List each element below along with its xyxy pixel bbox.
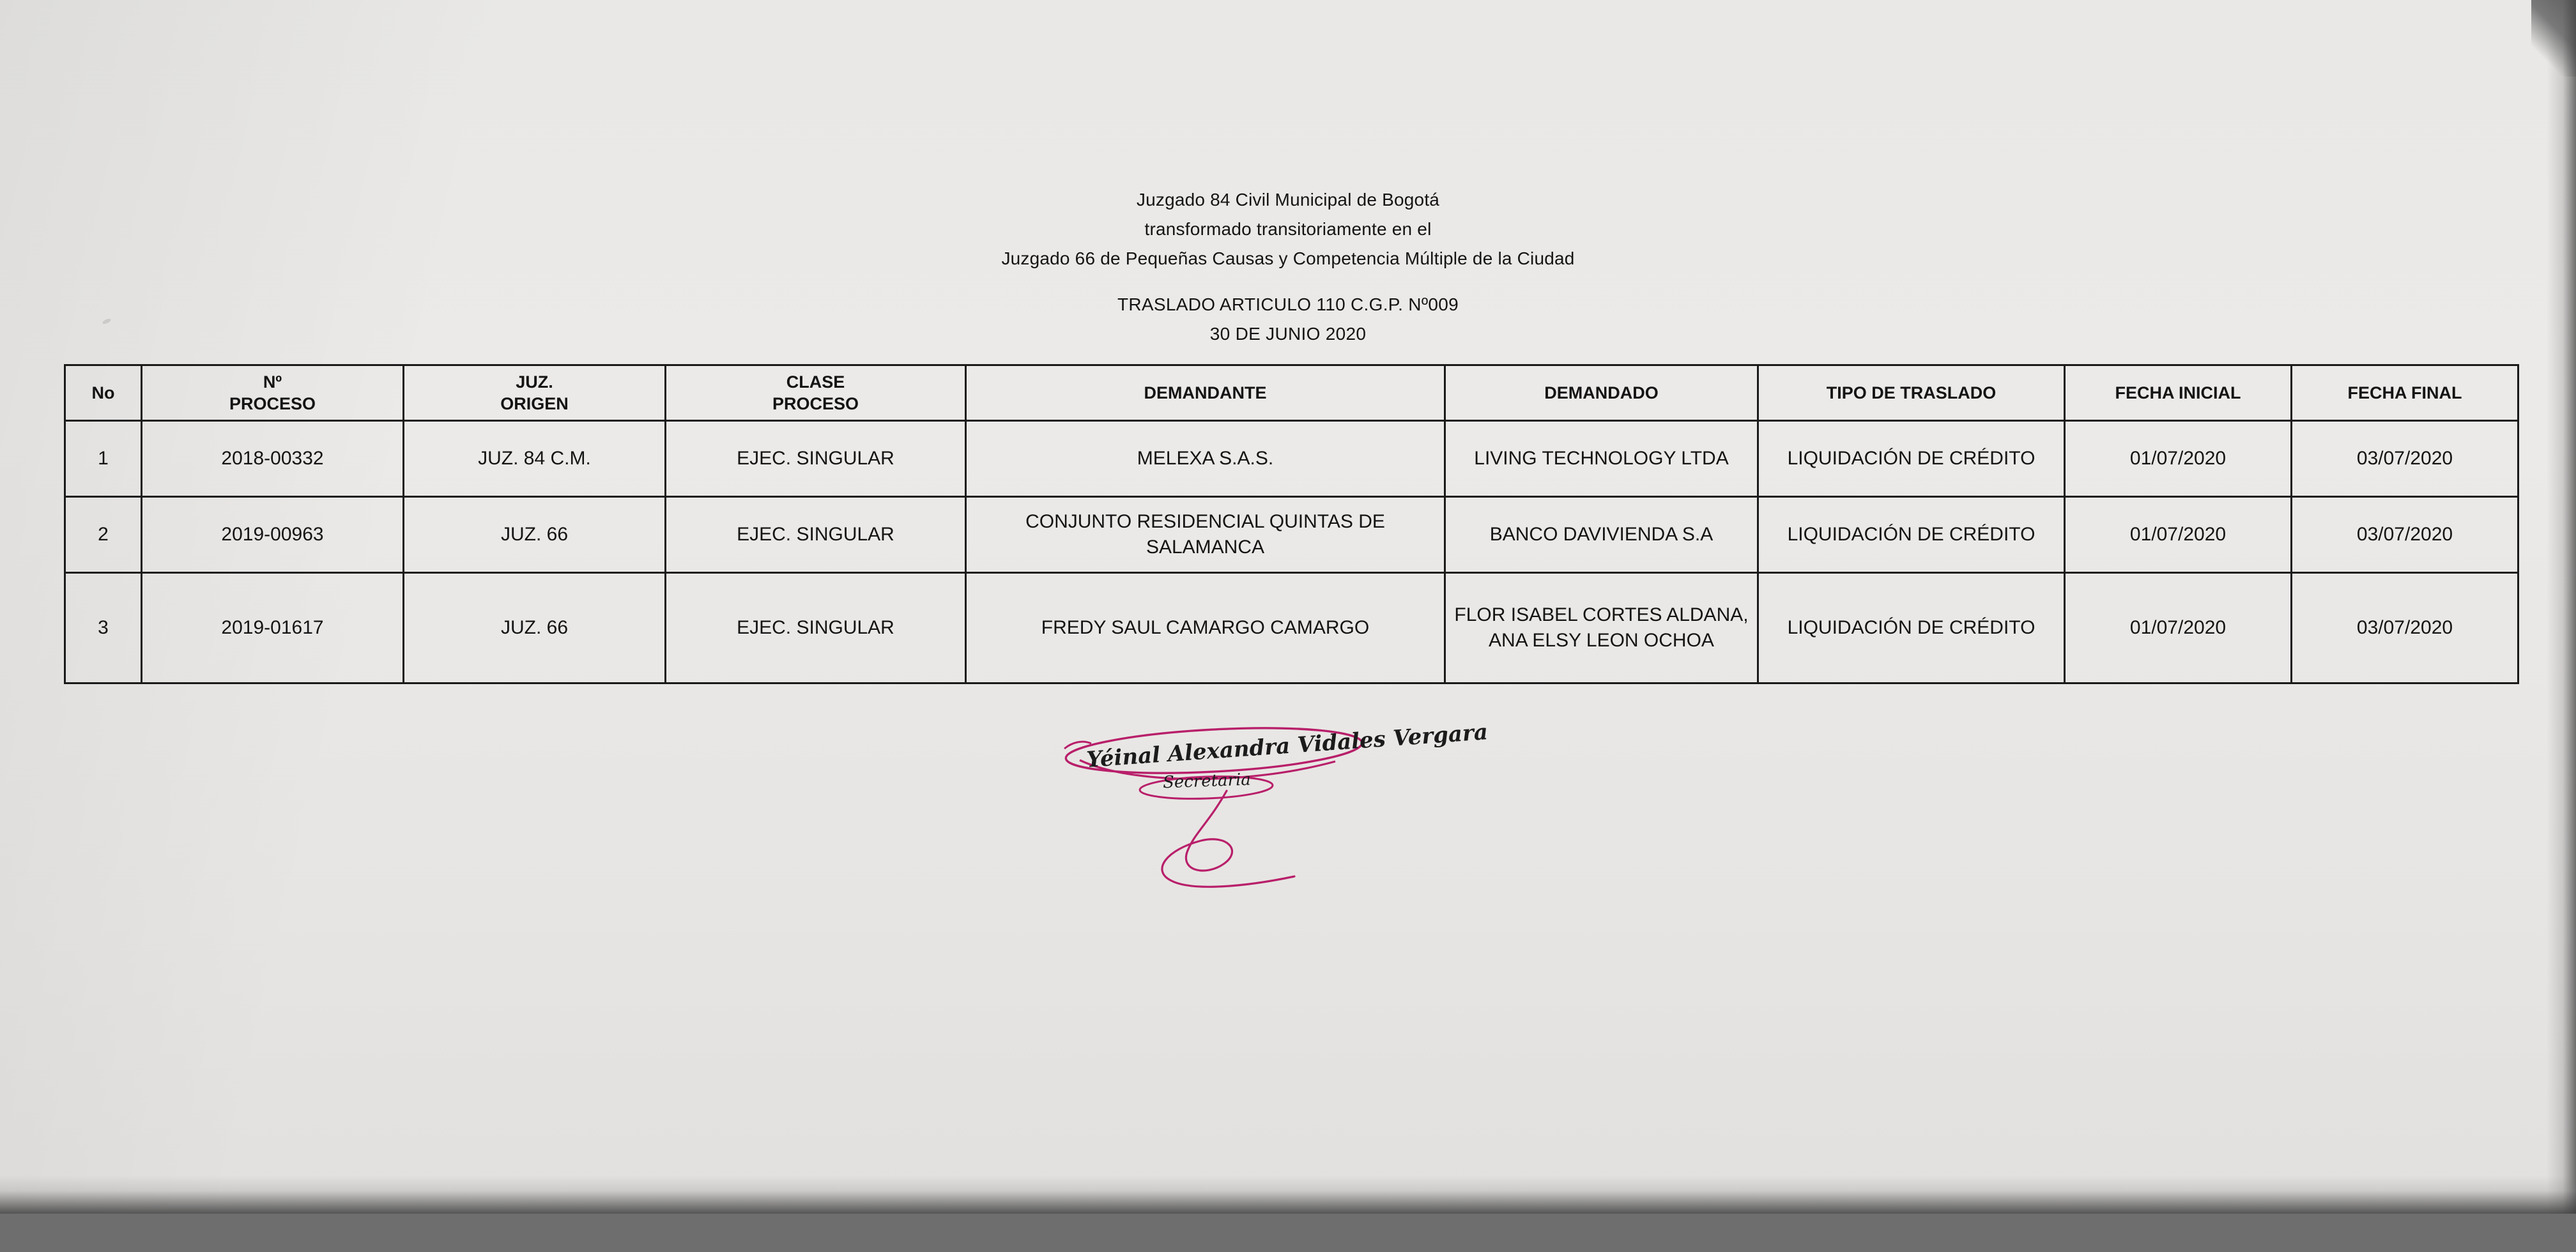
cell-clase-proceso: EJEC. SINGULAR (666, 421, 966, 497)
cell-demandado: BANCO DAVIVIENDA S.A (1445, 497, 1758, 573)
cell-juz-origen: JUZ. 66 (404, 497, 666, 573)
cell-fecha-final: 03/07/2020 (2292, 497, 2518, 573)
column-header-proceso-line2: PROCESO (229, 394, 316, 413)
table-row (65, 573, 2518, 683)
cell-tipo-traslado: LIQUIDACIÓN DE CRÉDITO (1758, 573, 2065, 683)
document-header (0, 185, 2576, 349)
cell-demandado: FLOR ISABEL CORTES ALDANA, ANA ELSY LEON OCHOA (1445, 573, 1758, 683)
cell-tipo-traslado: LIQUIDACIÓN DE CRÉDITO (1758, 421, 2065, 497)
column-header-no (65, 365, 142, 421)
column-header-juz-origen-line1: JUZ. (516, 372, 553, 392)
cell-fecha-final: 03/07/2020 (2292, 421, 2518, 497)
column-header-demandante (966, 365, 1445, 421)
cell-demandado: LIVING TECHNOLOGY LTDA (1445, 421, 1758, 497)
cell-proceso: 2019-00963 (142, 497, 404, 573)
column-header-clase-proceso-line2: PROCESO (772, 394, 859, 413)
document-date: 30 DE JUNIO 2020 (1209, 324, 1367, 344)
cell-no: 3 (65, 573, 142, 683)
table-row (65, 497, 2518, 573)
column-header-fecha-final (2292, 365, 2518, 421)
table-row (65, 421, 2518, 497)
signature-ink-svg (1035, 715, 1444, 920)
traslado-table-wrapper (64, 364, 2517, 684)
cell-fecha-final: 03/07/2020 (2292, 573, 2518, 683)
column-header-fecha-inicial-line1: FECHA INICIAL (2115, 383, 2241, 402)
column-header-proceso (142, 365, 404, 421)
column-header-tipo-traslado (1758, 365, 2065, 421)
column-header-demandado (1445, 365, 1758, 421)
column-header-clase-proceso (666, 365, 966, 421)
cell-demandante: FREDY SAUL CAMARGO CAMARGO (966, 573, 1445, 683)
traslado-table (64, 364, 2519, 684)
column-header-clase-proceso-line1: CLASE (786, 372, 845, 392)
header-line-court: Juzgado 84 Civil Municipal de Bogotá (1136, 190, 1440, 210)
cell-demandante: MELEXA S.A.S. (966, 421, 1445, 497)
column-header-demandante-line1: DEMANDANTE (1144, 383, 1267, 402)
column-header-fecha-final-line1: FECHA FINAL (2347, 383, 2462, 402)
cell-tipo-traslado: LIQUIDACIÓN DE CRÉDITO (1758, 497, 2065, 573)
cell-fecha-inicial: 01/07/2020 (2065, 573, 2292, 683)
column-header-fecha-inicial (2065, 365, 2292, 421)
column-header-proceso-line1: Nº (263, 372, 282, 392)
column-header-juz-origen (404, 365, 666, 421)
document-reference: TRASLADO ARTICULO 110 C.G.P. Nº009 (1117, 294, 1459, 314)
header-line-court-new: Juzgado 66 de Pequeñas Causas y Competencia Múltiple de la Ciudad (1001, 248, 1575, 268)
column-header-no-line1: No (91, 383, 115, 402)
cell-no: 2 (65, 497, 142, 573)
header-spacer (0, 273, 2576, 290)
cell-proceso: 2018-00332 (142, 421, 404, 497)
page-bottom-shadow (0, 1175, 2576, 1214)
cell-juz-origen: JUZ. 84 C.M. (404, 421, 666, 497)
cell-fecha-inicial: 01/07/2020 (2065, 497, 2292, 573)
cell-fecha-inicial: 01/07/2020 (2065, 421, 2292, 497)
cell-clase-proceso: EJEC. SINGULAR (666, 497, 966, 573)
cell-demandante: CONJUNTO RESIDENCIAL QUINTAS DE SALAMANCA (966, 497, 1445, 573)
header-line-transform: transformado transitoriamente en el (1144, 219, 1432, 239)
column-header-demandado-line1: DEMANDADO (1544, 383, 1659, 402)
signature-role: Secretaria (1162, 770, 1252, 793)
cell-juz-origen: JUZ. 66 (404, 573, 666, 683)
page-right-shadow (2547, 0, 2576, 1214)
column-header-tipo-traslado-line1: TIPO DE TRASLADO (1826, 383, 1997, 402)
cell-proceso: 2019-01617 (142, 573, 404, 683)
cell-clase-proceso: EJEC. SINGULAR (666, 573, 966, 683)
cell-no: 1 (65, 421, 142, 497)
column-header-juz-origen-line2: ORIGEN (500, 394, 569, 413)
signature-name: Yéinal Alexandra Vidales Vergara (1085, 719, 1489, 773)
table-header-row (65, 365, 2518, 421)
handwritten-signature (1035, 715, 1489, 920)
